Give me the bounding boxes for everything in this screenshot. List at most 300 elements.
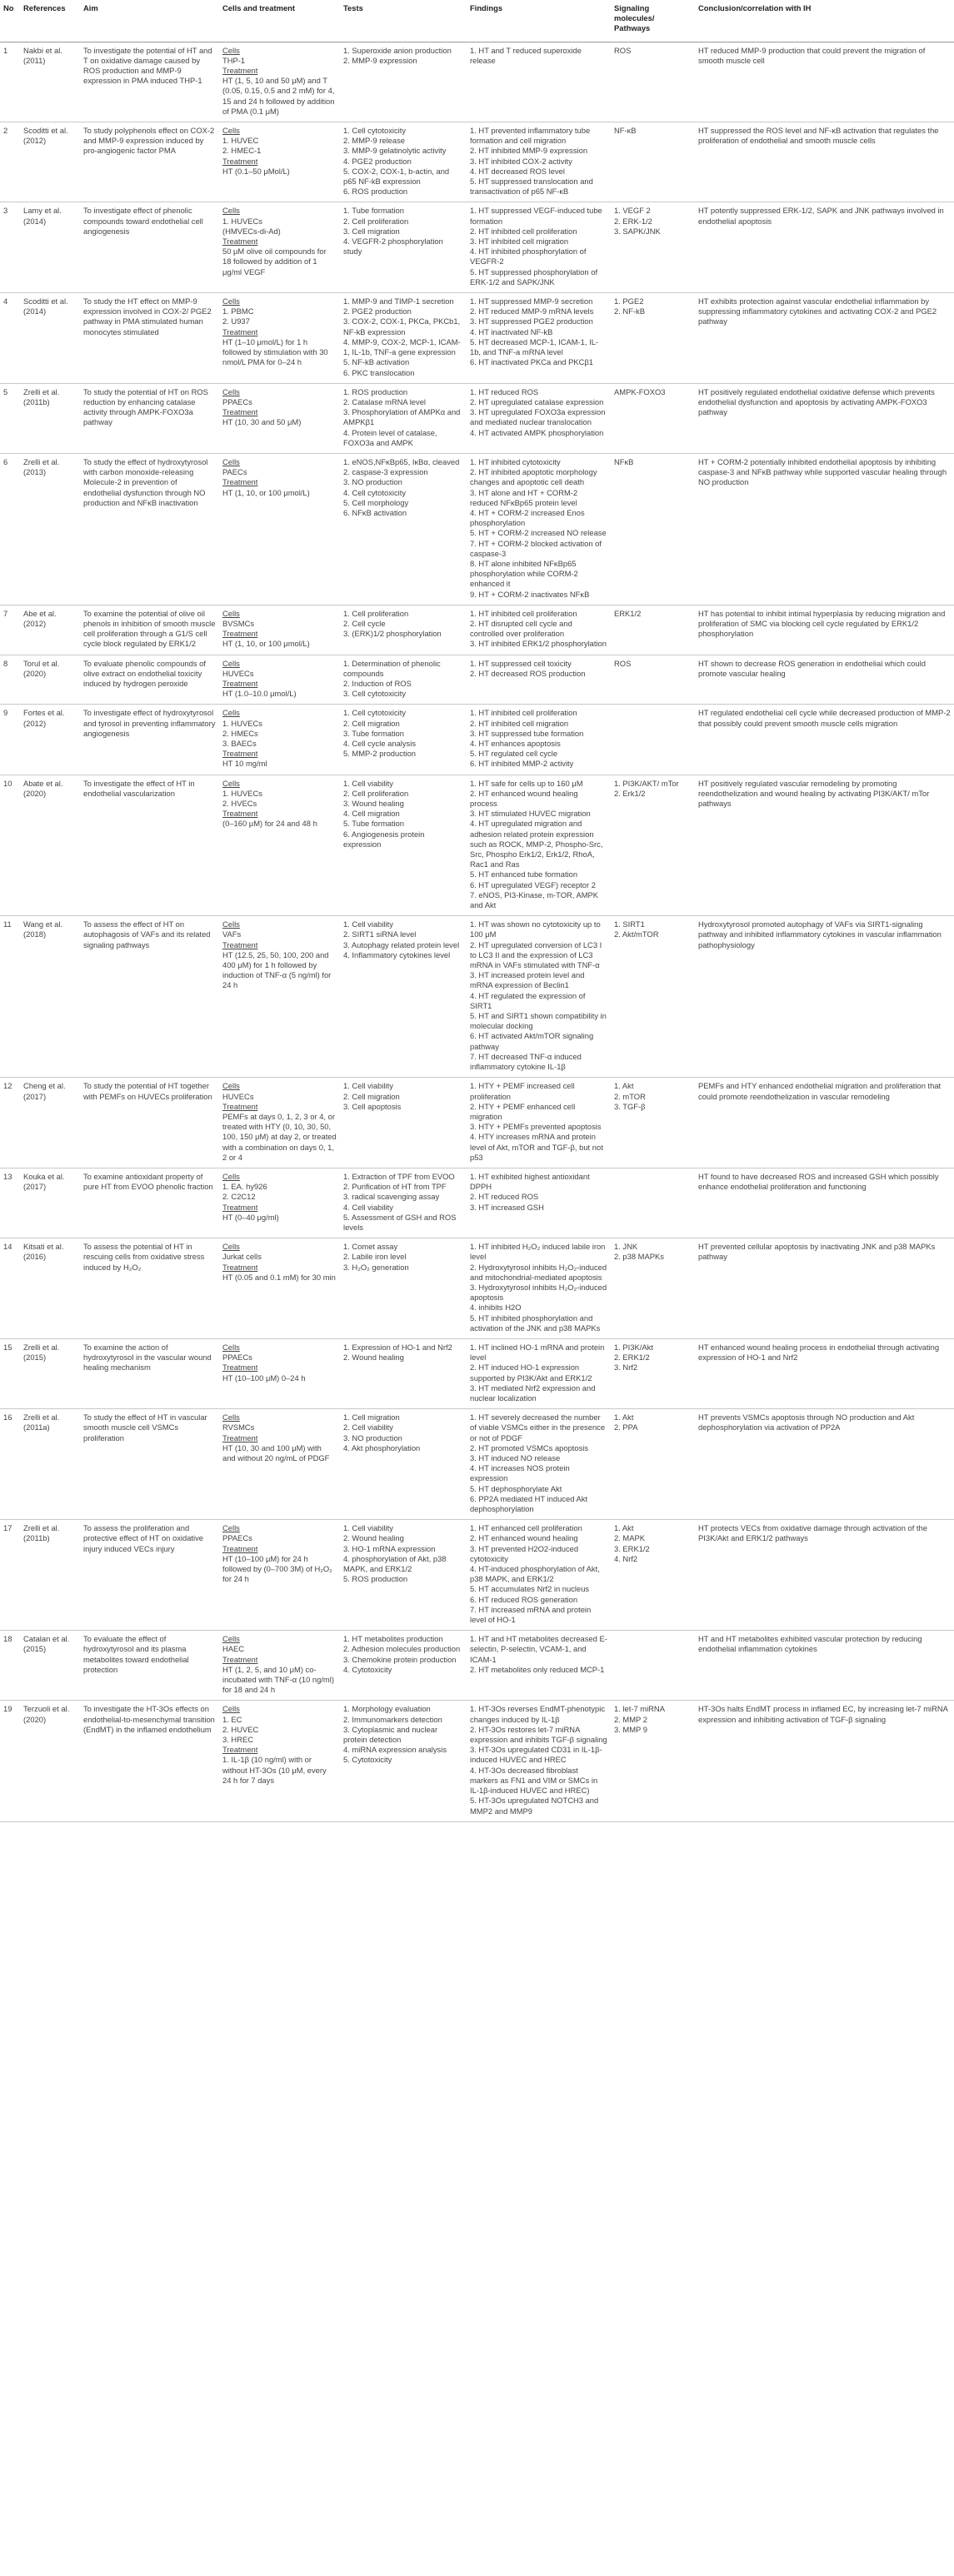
tests-cell-list — [343, 126, 463, 197]
table-row — [0, 1631, 954, 1701]
table-row — [0, 1168, 954, 1238]
row-number: 6 — [0, 453, 20, 605]
findings-cell — [467, 383, 611, 453]
findings-cell-item: 7. HT + CORM-2 blocked activation of caspase-3 — [470, 538, 602, 558]
signaling-cell-item: 2. ERK-1/2 — [614, 216, 652, 226]
tests-cell-item: 2. Purification of HT from TPF — [343, 1182, 447, 1192]
cells-treatment-text: HT (1, 5, 10 and 50 μM) and T (0.05, 0.15, 0.5 and 2 mM) for 4, 15 and 24 h followed by addition of PMA (0.1 μM) — [222, 76, 335, 116]
tests-cell-item: 2. Immunomarkers detection — [343, 1714, 442, 1724]
findings-cell — [467, 1409, 611, 1520]
findings-cell-item: 6. HT inactivated PKCa and PKCβ1 — [470, 357, 594, 367]
table-row — [0, 916, 954, 1078]
cells-treatment-text: 3. BAECs — [222, 739, 257, 748]
table-row — [0, 293, 954, 384]
table-header-row — [0, 0, 954, 42]
table-row — [0, 1238, 954, 1339]
reference-cell: Catalan et al. (2015) — [20, 1631, 80, 1701]
tests-cell-item: 1. Cell viability — [343, 778, 393, 788]
tests-cell — [340, 655, 467, 705]
conclusion-cell: Hydroxytyrosol promoted autophagy of VAFs via SIRT1-signaling pathway and inhibited inflammatory cytokines in vascular inflammation pathophysiology — [695, 916, 954, 1078]
signaling-cell-item: 2. MMP 2 — [614, 1714, 647, 1724]
cells-treatment-label: Treatment — [222, 1262, 258, 1272]
findings-cell-item: 3. HT suppressed PGE2 production — [470, 316, 593, 326]
findings-cell — [467, 655, 611, 705]
findings-cell-item: 1. HT enhanced cell proliferation — [470, 1523, 582, 1533]
findings-cell-list — [470, 1081, 607, 1163]
findings-cell-item: 1. HT and HT metabolites decreased E-selectin, P-selectin, VCAM-1, and ICAM-1 — [470, 1634, 607, 1664]
tests-cell-item: 4. phosphorylation of Akt, p38 MAPK, and ERK1/2 — [343, 1553, 447, 1574]
cells-treatment-label: Cells — [222, 1704, 240, 1714]
signaling-cell — [611, 916, 695, 1078]
signaling-cell-item: 2. Erk1/2 — [614, 788, 646, 798]
cells-treatment-label: Cells — [222, 1171, 240, 1181]
findings-cell — [467, 1631, 611, 1701]
cells-treatment-text: HT (10–100 μM) for 24 h followed by (0–700 3M) of H₂O₂ for 24 h — [222, 1553, 332, 1584]
conclusion-cell: HT prevented cellular apoptosis by inactivating JNK and p38 MAPKs pathway — [695, 1238, 954, 1339]
header-references: References — [20, 0, 80, 42]
conclusion-cell: HT reduced MMP-9 production that could prevent the migration of smooth muscle cell — [695, 42, 954, 122]
row-number: 14 — [0, 1238, 20, 1339]
findings-cell — [467, 1078, 611, 1168]
signaling-cell — [611, 1168, 695, 1238]
cells-treatment-text: HT (12.5, 25, 50, 100, 200 and 400 μM) for 1 h followed by induction of TNF-α (5 ng/ml) for 24 h — [222, 949, 332, 990]
tests-cell-item: 1. Cell proliferation — [343, 608, 409, 618]
table-row — [0, 1409, 954, 1520]
tests-cell-item: 3. Wound healing — [343, 799, 404, 809]
tests-cell-item: 3. Phosphorylation of AMPKα and AMPKβ1 — [343, 407, 461, 427]
findings-cell-item: 1. HT inclined HO-1 mRNA and protein level — [470, 1342, 605, 1363]
cells-treatment-cell — [219, 1238, 340, 1339]
row-number: 2 — [0, 122, 20, 202]
reference-cell: Abe et al. (2012) — [20, 605, 80, 655]
reference-cell: Wang et al. (2018) — [20, 916, 80, 1078]
cells-treatment-cell — [219, 916, 340, 1078]
row-number: 4 — [0, 293, 20, 384]
cells-treatment-cell — [219, 705, 340, 775]
findings-cell-item: 4. HT inactivated NF-kB — [470, 326, 553, 336]
findings-cell-item: 2. HT enhanced wound healing — [470, 1533, 578, 1543]
tests-cell-list — [343, 1634, 463, 1675]
row-number: 16 — [0, 1409, 20, 1520]
cells-treatment-text: HT (1, 10, or 100 μmol/L) — [222, 639, 310, 649]
cells-treatment-label: Treatment — [222, 477, 258, 487]
tests-cell-list — [343, 609, 463, 640]
findings-cell-item: 9. HT + CORM-2 inactivates NFκB — [470, 589, 590, 599]
header-signaling: Signaling molecules/ Pathways — [611, 0, 695, 42]
findings-cell-item: 2. HT inhibited MMP-9 expression — [470, 146, 588, 156]
cells-treatment-label: Treatment — [222, 237, 258, 247]
cells-treatment-cell — [219, 453, 340, 605]
cells-treatment-label: Cells — [222, 608, 240, 618]
cells-treatment-label: Treatment — [222, 407, 258, 417]
signaling-cell-list — [614, 1343, 692, 1373]
signaling-cell — [611, 1409, 695, 1520]
findings-cell-item: 4. HT regulated the expression of SIRT1 — [470, 990, 586, 1010]
aim-cell: To examine the potential of olive oil phenols in inhibition of smooth muscle cell proliferation through a G1/S cell cycle block regulated by ERK1/2 — [80, 605, 219, 655]
tests-cell-item: 3. MMP-9 gelatinolytic activity — [343, 146, 447, 156]
tests-cell-item: 2. SIRT1 siRNA level — [343, 929, 417, 939]
signaling-cell-item: 1. Akt — [614, 1413, 634, 1423]
signaling-cell-list — [614, 779, 692, 799]
findings-cell-item: 5. HT regulated cell cycle — [470, 749, 558, 759]
signaling-cell — [611, 1338, 695, 1408]
tests-cell — [340, 1238, 467, 1339]
tests-cell-item: 6. NFκB activation — [343, 507, 407, 517]
tests-cell-item: 3. (ERK)1/2 phosphorylation — [343, 629, 442, 639]
row-number: 19 — [0, 1701, 20, 1821]
findings-cell-item: 1. HT inhibited cytotoxicity — [470, 456, 561, 466]
findings-cell-item: 1. HT inhibited H₂O₂ induced labile iron level — [470, 1242, 606, 1262]
signaling-cell-list — [614, 46, 692, 56]
aim-cell: To examine antioxidant property of pure HT from EVOO phenolic fraction — [80, 1168, 219, 1238]
signaling-cell-item: 2. mTOR — [614, 1091, 646, 1101]
aim-cell: To investigate the HT-3Os effects on endothelial-to-mesenchymal transition (EndMT) in the inflamed endothelium — [80, 1701, 219, 1821]
signaling-cell-item: 1. PI3K/AKT/ mTor — [614, 778, 679, 788]
findings-cell-item: 1. HT-3Os reverses EndMT-phenotypic changes induced by IL-1β — [470, 1704, 606, 1724]
cells-treatment-label: Cells — [222, 919, 240, 929]
findings-cell — [467, 42, 611, 122]
findings-cell — [467, 1338, 611, 1408]
aim-cell: To study the effect of HT in vascular smooth muscle cell VSMCs proliferation — [80, 1409, 219, 1520]
findings-cell-item: 5. HT and SIRT1 shown compatibility in molecular docking — [470, 1011, 607, 1031]
cells-treatment-text: HT (0.05 and 0.1 mM) for 30 min — [222, 1272, 336, 1282]
findings-cell — [467, 122, 611, 202]
tests-cell-list — [343, 46, 463, 66]
findings-cell-item: 2. HT reduced ROS — [470, 1192, 539, 1202]
tests-cell-item: 3. HO-1 mRNA expression — [343, 1543, 436, 1553]
cells-treatment-text: BVSMCs — [222, 618, 255, 628]
row-number: 18 — [0, 1631, 20, 1701]
table-body — [0, 42, 954, 1821]
findings-cell-item: 4. HT increases NOS protein expression — [470, 1463, 570, 1483]
tests-cell-item: 4. Cell cycle analysis — [343, 739, 417, 748]
row-number: 8 — [0, 655, 20, 705]
cells-treatment-label: Treatment — [222, 939, 258, 949]
findings-cell-item: 3. HT prevented H2O2-induced cytotoxicity — [470, 1543, 579, 1563]
row-number: 11 — [0, 916, 20, 1078]
signaling-cell — [611, 383, 695, 453]
cells-treatment-text: VAFs — [222, 929, 242, 939]
conclusion-cell: PEMFs and HTY enhanced endothelial migration and proliferation that could promote reendothelization in vascular remodeling — [695, 1078, 954, 1168]
findings-cell-item: 2. HT enhanced wound healing process — [470, 788, 578, 809]
findings-cell-item: 4. HT + CORM-2 increased Enos phosphorylation — [470, 507, 585, 528]
tests-cell — [340, 1338, 467, 1408]
tests-cell-item: 1. Expression of HO-1 and Nrf2 — [343, 1342, 452, 1352]
cells-treatment-text: HUVECs — [222, 1091, 254, 1101]
conclusion-cell: HT potently suppressed ERK-1/2, SAPK and JNK pathways involved in endothelial apoptosis — [695, 202, 954, 293]
findings-cell-list — [470, 1242, 607, 1333]
tests-cell-item: 6. PKC translocation — [343, 367, 415, 377]
cells-treatment-text: 1. EC — [222, 1714, 242, 1724]
tests-cell-item: 1. Comet assay — [343, 1242, 398, 1252]
findings-cell-item: 4. HT inhibited phosphorylation of VEGFR-2 — [470, 247, 587, 267]
tests-cell — [340, 775, 467, 916]
signaling-cell-item: 3. TGF-β — [614, 1101, 646, 1111]
cells-treatment-cell — [219, 122, 340, 202]
findings-cell-item: 7. HT decreased TNF-α induced inflammatory cytokine IL-1β — [470, 1051, 582, 1072]
signaling-cell-item: 1. PGE2 — [614, 296, 644, 306]
tests-cell-item: 2. Cell viability — [343, 1423, 393, 1432]
aim-cell: To investigate effect of hydroxytyrosol and tyrosol in preventing inflammatory angiogenesis — [80, 705, 219, 775]
signaling-cell-list — [614, 296, 692, 316]
aim-cell: To study the potential of HT on ROS reduction by enhancing catalase activity through AMPK-FOXO3a pathway — [80, 383, 219, 453]
signaling-cell — [611, 1701, 695, 1821]
tests-cell-item: 2. Cell proliferation — [343, 216, 409, 226]
findings-cell-list — [470, 206, 607, 287]
tests-cell-list — [343, 1242, 463, 1273]
findings-cell-item: 8. HT alone inhibited NFκBp65 phosphorylation while CORM-2 enhanced it — [470, 558, 578, 589]
tests-cell — [340, 1701, 467, 1821]
cells-treatment-text: HT (1, 2, 5, and 10 μM) co-incubated with TNF-α (10 ng/ml) for 18 and 24 h — [222, 1664, 334, 1695]
findings-cell-item: 3. HT induced NO release — [470, 1453, 561, 1462]
findings-cell-list — [470, 1343, 607, 1403]
tests-cell-item: 2. caspase-3 expression — [343, 467, 428, 477]
tests-cell-item: 3. Tube formation — [343, 728, 404, 738]
signaling-cell-item: 2. MAPK — [614, 1533, 645, 1543]
reference-cell: Nakbi et al. (2011) — [20, 42, 80, 122]
findings-cell-item: 4. HT decreased ROS level — [470, 166, 565, 176]
signaling-cell-item: 3. SAPK/JNK — [614, 226, 661, 236]
tests-cell-item: 2. Wound healing — [343, 1533, 404, 1543]
signaling-cell-list — [614, 126, 692, 136]
conclusion-cell: HT protects VECs from oxidative damage through activation of the PI3K/Akt and ERK1/2 pathways — [695, 1520, 954, 1631]
tests-cell-item: 5. COX-2, COX-1, b-actin, and p65 NF-kB expression — [343, 166, 450, 187]
cells-treatment-label: Treatment — [222, 156, 258, 166]
tests-cell — [340, 122, 467, 202]
tests-cell — [340, 1631, 467, 1701]
aim-cell: To evaluate the effect of hydroxytyrosol and its plasma metabolites toward endothelial protection — [80, 1631, 219, 1701]
findings-cell-item: 3. HT increased protein level and mRNA expression of Beclin1 — [470, 970, 585, 990]
findings-cell-item: 1. HT safe for cells up to 160 μM — [470, 778, 583, 788]
header-tests: Tests — [340, 0, 467, 42]
conclusion-cell: HT suppressed the ROS level and NF-κB activation that regulates the proliferation of endothelial and smooth muscle cells — [695, 122, 954, 202]
findings-cell-item: 6. HT inhibited MMP-2 activity — [470, 759, 574, 769]
signaling-cell-list — [614, 1242, 692, 1262]
findings-cell — [467, 705, 611, 775]
tests-cell — [340, 1078, 467, 1168]
aim-cell: To evaluate phenolic compounds of olive extract on endothelial toxicity induced by hydrogen peroxide — [80, 655, 219, 705]
signaling-cell-list — [614, 206, 692, 237]
tests-cell — [340, 453, 467, 605]
cells-treatment-label: Cells — [222, 1342, 240, 1352]
findings-cell-item: 4. HT enhances apoptosis — [470, 739, 561, 748]
tests-cell-item: 3. NO production — [343, 1432, 402, 1442]
tests-cell — [340, 705, 467, 775]
tests-cell-item: 2. PGE2 production — [343, 306, 412, 316]
findings-cell-item: 2. HTY + PEMF enhanced cell migration — [470, 1101, 576, 1121]
tests-cell — [340, 605, 467, 655]
cells-treatment-text: 50 μM olive oil compounds for 18 followed by addition of 1 μg/ml VEGF — [222, 247, 327, 277]
cells-treatment-cell — [219, 383, 340, 453]
findings-cell-list — [470, 1523, 607, 1625]
findings-cell-item: 6. PP2A mediated HT induced Akt dephosphorylation — [470, 1493, 588, 1514]
reference-cell: Zrelli et al. (2015) — [20, 1338, 80, 1408]
signaling-cell-list — [614, 659, 692, 669]
findings-cell-item: 5. HT suppressed phosphorylation of ERK-1/2 and SAPK/JNK — [470, 267, 598, 286]
table-row — [0, 202, 954, 293]
cells-treatment-label: Cells — [222, 1634, 240, 1644]
conclusion-cell: HT found to have decreased ROS and increased GSH which possibly enhance endothelial proliferation and functioning — [695, 1168, 954, 1238]
conclusion-cell: HT + CORM-2 potentially inhibited endothelial apoptosis by inhibiting caspase-3 and NFκB pathway while supported vascular healing through NO production — [695, 453, 954, 605]
signaling-cell-item: 1. JNK — [614, 1242, 638, 1252]
cells-treatment-text: HT (1.0–10.0 μmol/L) — [222, 689, 297, 699]
findings-cell — [467, 1168, 611, 1238]
tests-cell-item: 3. Chemokine protein production — [343, 1654, 457, 1664]
tests-cell-item: 5. MMP-2 production — [343, 749, 417, 759]
tests-cell-item: 4. Akt phosphorylation — [343, 1442, 421, 1452]
cells-treatment-text: 1. HUVECs — [222, 788, 262, 798]
cells-treatment-cell — [219, 1409, 340, 1520]
findings-cell-item: 3. HT inhibited COX-2 activity — [470, 156, 572, 166]
cells-treatment-cell — [219, 605, 340, 655]
findings-cell-item: 4. HTY increases mRNA and protein level of Akt, mTOR and TGF-β, but not p53 — [470, 1132, 603, 1162]
tests-cell-item: 2. MMP-9 expression — [343, 55, 417, 65]
findings-cell-item: 3. HT alone and HT + CORM-2 reduced NFκBp65 protein level — [470, 487, 578, 507]
tests-cell-item: 2. Induction of ROS — [343, 678, 412, 688]
signaling-cell — [611, 1078, 695, 1168]
cells-treatment-label: Cells — [222, 778, 240, 788]
findings-cell — [467, 1238, 611, 1339]
tests-cell-item: 4. Protein level of catalase, FOXO3a and AMPK — [343, 427, 437, 447]
tests-cell-list — [343, 1343, 463, 1363]
findings-cell-item: 2. Hydroxytyrosol inhibits H₂O₂-induced and mitochondrial-mediated apoptosis — [470, 1262, 607, 1282]
aim-cell: To assess the effect of HT on autophagosis of VAFs and its related signaling pathways — [80, 916, 219, 1078]
tests-cell-list — [343, 1413, 463, 1453]
cells-treatment-label: Treatment — [222, 749, 258, 759]
findings-cell-list — [470, 1413, 607, 1514]
findings-cell-list — [470, 919, 607, 1072]
cells-treatment-text: HT (0.1–50 μMol/L) — [222, 166, 290, 176]
signaling-cell-list — [614, 919, 692, 939]
reference-cell: Cheng et al. (2017) — [20, 1078, 80, 1168]
cells-treatment-text: PPAECs — [222, 396, 252, 406]
cells-treatment-label: Treatment — [222, 809, 258, 819]
findings-cell-item: 6. HT reduced ROS generation — [470, 1594, 578, 1604]
signaling-cell-item: ERK1/2 — [614, 608, 642, 618]
tests-cell — [340, 293, 467, 384]
findings-cell — [467, 202, 611, 293]
findings-cell-item: 1. HT suppressed cell toxicity — [470, 658, 572, 668]
conclusion-cell: HT regulated endothelial cell cycle while decreased production of MMP-2 that possibly could prevent smooth muscle cells migration — [695, 705, 954, 775]
reference-cell: Zrelli et al. (2013) — [20, 453, 80, 605]
reference-cell: Fortes et al. (2012) — [20, 705, 80, 775]
tests-cell-item: 2. MMP-9 release — [343, 136, 405, 146]
findings-cell-item: 1. HT was shown no cytotoxicity up to 100 μM — [470, 919, 601, 939]
cells-treatment-text: PEMFs at days 0, 1, 2, 3 or 4, or treated with HTY (0, 10, 30, 50, 100, 150 μM) at day 2, or treated with a combination on days 0, 1, 2 or 4 — [222, 1111, 337, 1162]
reference-cell: Zrelli et al. (2011b) — [20, 383, 80, 453]
tests-cell-item: 1. MMP-9 and TIMP-1 secretion — [343, 296, 454, 306]
cells-treatment-text: 1. IL-1β (10 ng/ml) with or without HT-3Os (10 μM, every 24 h for 7 days — [222, 1755, 327, 1785]
conclusion-cell: HT exhibits protection against vascular endothelial inflammation by suppressing inflammatory cytokines and activating COX-2 and PGE2 pathway — [695, 293, 954, 384]
findings-cell-item: 3. HTY + PEMFs prevented apoptosis — [470, 1122, 602, 1132]
header-aim: Aim — [80, 0, 219, 42]
tests-cell — [340, 1409, 467, 1520]
tests-cell-item: 3. COX-2, COX-1, PKCa, PKCb1, NF-kB expression — [343, 316, 461, 336]
conclusion-cell: HT enhanced wound healing process in endothelial through activating expression of HO-1 and Nrf2 — [695, 1338, 954, 1408]
tests-cell-item: 2. Cell migration — [343, 1091, 400, 1101]
findings-cell-item: 1. HT prevented inflammatory tube formation and cell migration — [470, 126, 591, 146]
cells-treatment-text: PPAECs — [222, 1533, 252, 1543]
cells-treatment-label: Cells — [222, 456, 240, 466]
tests-cell-item: 5. Cytotoxicity — [343, 1755, 392, 1765]
findings-cell-item: 1. HT inhibited cell proliferation — [470, 708, 577, 718]
cells-treatment-text: RVSMCs — [222, 1423, 255, 1432]
row-number: 1 — [0, 42, 20, 122]
tests-cell-item: 4. Cell cytotoxicity — [343, 487, 407, 497]
reference-cell: Torul et al. (2020) — [20, 655, 80, 705]
findings-cell-item: 7. HT increased mRNA and protein level of HO-1 — [470, 1604, 592, 1625]
cells-treatment-text: HT (10–100 μM) 0–24 h — [222, 1373, 306, 1383]
signaling-cell-item: 1. let-7 miRNA — [614, 1704, 665, 1714]
findings-cell-item: 3. HT upregulated FOXO3a expression and mediated nuclear translocation — [470, 407, 606, 427]
tests-cell-list — [343, 1523, 463, 1584]
row-number: 3 — [0, 202, 20, 293]
cells-treatment-text: 3. HREC — [222, 1735, 253, 1745]
tests-cell-item: 2. Cell proliferation — [343, 788, 409, 798]
findings-cell-item: 1. HT exhibited highest antioxidant DPPH — [470, 1171, 590, 1192]
cells-treatment-label: Cells — [222, 1242, 240, 1252]
cells-treatment-label: Cells — [222, 1081, 240, 1091]
table-row — [0, 383, 954, 453]
cells-treatment-text: (HMVECs-di-Ad) — [222, 226, 281, 236]
conclusion-cell: HT positively regulated endothelial oxidative defense which prevents endothelial dysfunction and apoptosis by activating AMPK-FOXO3 pathway — [695, 383, 954, 453]
tests-cell-item: 2. Labile iron level — [343, 1252, 407, 1262]
tests-cell — [340, 202, 467, 293]
conclusion-cell: HT prevents VSMCs apoptosis through NO production and Akt dephosphorylation via activation of PP2A — [695, 1409, 954, 1520]
findings-cell-item: 1. HT suppressed MMP-9 secretion — [470, 296, 593, 306]
findings-cell-item: 1. HT inhibited cell proliferation — [470, 608, 577, 618]
tests-cell-list — [343, 659, 463, 700]
findings-cell-list — [470, 609, 607, 650]
signaling-cell-item: 1. Akt — [614, 1523, 634, 1533]
cells-treatment-label: Treatment — [222, 1543, 258, 1553]
findings-cell-item: 1. HT severely decreased the number of viable VSMCs either in the presence or not of PDGF — [470, 1413, 606, 1442]
tests-cell-item: 6. Angiogenesis protein expression — [343, 829, 425, 849]
cells-treatment-text: PAECs — [222, 467, 247, 477]
findings-cell-item: 5. HT enhanced tube formation — [470, 869, 578, 879]
tests-cell-item: 3. NO production — [343, 477, 402, 487]
header-no: No — [0, 0, 20, 42]
findings-cell — [467, 453, 611, 605]
cells-treatment-text: 2. C2C12 — [222, 1192, 256, 1202]
findings-cell-item: 3. HT inhibited ERK1/2 phosphorylation — [470, 639, 607, 649]
signaling-cell-item: ROS — [614, 658, 632, 668]
row-number: 17 — [0, 1520, 20, 1631]
signaling-cell-item: 2. Akt/mTOR — [614, 929, 659, 939]
tests-cell-item: 2. Wound healing — [343, 1353, 404, 1363]
table-row — [0, 1520, 954, 1631]
aim-cell: To examine the action of hydroxytyrosol in the vascular wound healing mechanism — [80, 1338, 219, 1408]
cells-treatment-cell — [219, 202, 340, 293]
conclusion-cell: HT-3Os halts EndMT process in inflamed EC, by increasing let-7 miRNA expression and inhibiting activation of TGF-β signaling — [695, 1701, 954, 1821]
signaling-cell-item: 2. PPA — [614, 1423, 638, 1432]
signaling-cell — [611, 42, 695, 122]
cells-treatment-cell — [219, 1701, 340, 1821]
findings-cell-item: 2. HT promoted VSMCs apoptosis — [470, 1442, 589, 1452]
tests-cell-item: 1. Cell viability — [343, 919, 393, 929]
tests-cell-item: 4. VEGFR-2 phosphorylation study — [343, 237, 443, 257]
cells-treatment-cell — [219, 293, 340, 384]
findings-cell-item: 1. HTY + PEMF increased cell proliferation — [470, 1081, 575, 1101]
table-row — [0, 655, 954, 705]
cells-treatment-text: THP-1 — [222, 55, 246, 65]
signaling-cell — [611, 122, 695, 202]
tests-cell-item: 1. Morphology evaluation — [343, 1704, 431, 1714]
reference-cell: Zrelli et al. (2011b) — [20, 1520, 80, 1631]
tests-cell-list — [343, 296, 463, 378]
header-conclusion: Conclusion/correlation with IH — [695, 0, 954, 42]
row-number: 13 — [0, 1168, 20, 1238]
